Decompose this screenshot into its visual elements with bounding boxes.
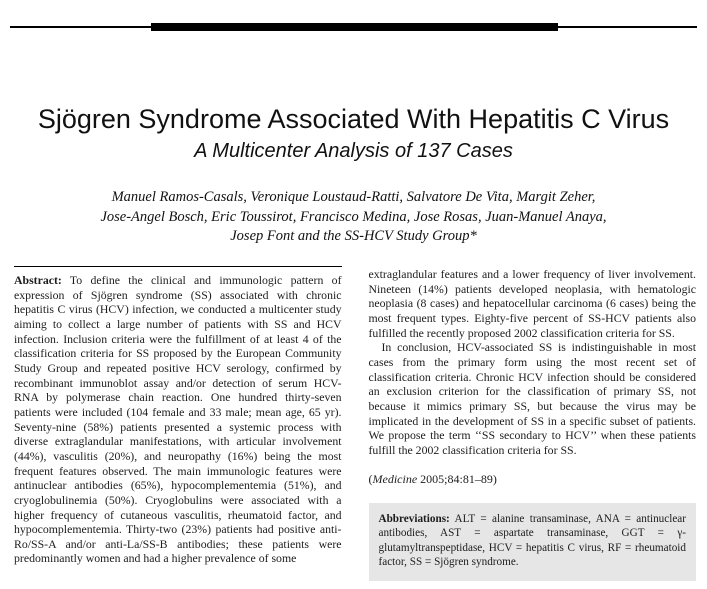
abstract-paragraph — [14, 273, 342, 566]
header-rule-bar — [151, 23, 558, 31]
abstract-section — [14, 266, 696, 589]
abbreviations-label: Abbreviations: — [378, 513, 450, 526]
citation-volume-pages: 2005;84:81–89) — [417, 471, 497, 486]
paper-title: Sjögren Syndrome Associated With Hepatitis C Virus — [37, 104, 670, 134]
author-line: Jose-Angel Bosch, Eric Toussirot, Francisco Medina, Jose Rosas, Juan-Manuel Anaya, — [100, 208, 607, 225]
abstract-text-left: To define the clinical and immunologic pattern of expression of Sjögren syndrome (SS) associated with chronic hepatitis C virus (HCV) infection, we conducted a multicenter study aiming to collect a large number of patients with SS and HCV infection. Inclusion criteria were the fulfillment of at least 4 of the classification criteria for SS proposed by the European Community Study Group and repeated positive HCV serology, confirmed by recombinant immunoblot assay and/or detection of serum HCV-RNA by polymerase chain reaction. One hundred thirty-seven patients were included (104 female and 33 male; mean age, 65 yr). Seventy-nine (58%) patients presented a systemic process with diverse extraglandular manifestations, with articular involvement (44%), vasculitis (20%), and neuropathy (16%) being the most frequent features observed. The main immunologic features were antinuclear antibodies (65%), hypocomplementemia (51%), and cryoglobulinemia (50%). Cryoglobulins were associated with a higher frequency of cutaneous vasculitis, rheumatoid factor, and hypocomplementemia. Thirty-two (23%) patients had positive anti-Ro/SS-A and/or anti-La/SS-B antibodies; these patients were predominantly women and had a higher prevalence of some — [14, 273, 342, 566]
abstract-right-column — [369, 266, 697, 589]
citation-journal-name: Medicine — [372, 471, 418, 486]
abbreviations-box — [369, 503, 697, 581]
citation-open: ( — [368, 471, 373, 486]
abstract-label: Abstract: — [14, 273, 62, 287]
abbreviations-text: ALT = alanine transaminase, ANA = antinuclear antibodies, AST = aspartate transaminase, GGT = γ-glutamyltranspeptidase, HCV = hepatitis C virus, RF = rheumatoid factor, SS = Sjögren syndrome. — [378, 513, 686, 568]
conclusion-paragraph: In conclusion, HCV-associated SS is indistinguishable in most cases from the primary form using the most recent set of classification criteria. Chronic HCV infection should be considered an exclusion criterion for the classification of primary SS, not because it mimics primary SS, but because the virus may be implicated in the development of SS in a specific subset of patients. We propose the term ‘‘SS secondary to HCV’’ when these patients fulfill the 2002 classification criteria for SS. — [368, 340, 696, 457]
abstract-left-column — [14, 266, 342, 589]
paper-subtitle: A Multicenter Analysis of 137 Cases — [194, 140, 513, 162]
author-block — [40, 188, 667, 247]
abstract-paragraph-continuation: extraglandular features and a lower frequency of liver involvement. Nineteen (14%) patients developed neoplasia, with hematologic neoplasia (8 cases) and hepatocellular carcinoma (6 cases) being the most frequent types. Eighty-five percent of SS-HCV patients also fulfilled the recently proposed 2002 classification criteria for SS. — [368, 267, 696, 340]
author-line: Manuel Ramos-Casals, Veronique Loustaud-Ratti, Salvatore De Vita, Margit Zeher, — [111, 189, 596, 205]
journal-citation — [369, 472, 697, 487]
author-line: Josep Font and the SS-HCV Study Group* — [230, 228, 477, 244]
